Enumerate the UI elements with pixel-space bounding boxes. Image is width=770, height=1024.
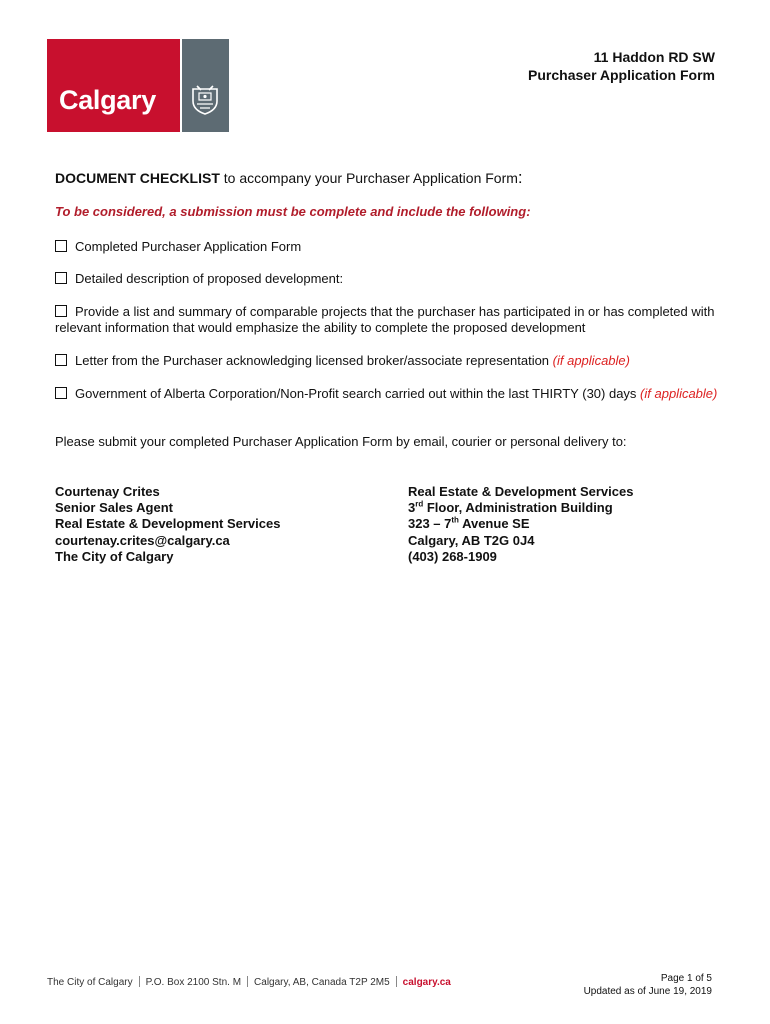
contact-email[interactable]: courtenay.crites@calgary.ca: [55, 532, 230, 548]
checklist-item-text: Provide a list and summary of comparable projects that the purchaser has participated in or has completed with relevant information that would emphasize the ability to complete the proposed development: [55, 304, 715, 335]
footer-website-link[interactable]: calgary.ca: [402, 977, 451, 988]
submission-warning: To be considered, a submission must be complete and include the following:: [55, 204, 531, 219]
property-address: 11 Haddon RD SW: [593, 49, 715, 65]
checkbox[interactable]: [55, 387, 67, 399]
checklist-title-rest: to accompany your Purchaser Application Form: [219, 170, 518, 186]
footer-page-info: [584, 972, 712, 998]
footer-po-box: P.O. Box 2100 Stn. M: [145, 977, 242, 988]
checklist-item-text: Government of Alberta Corporation/Non-Profit search carried out within the last THIRTY (30) days: [75, 386, 641, 401]
city-logo: [47, 39, 229, 132]
checklist-item: [55, 239, 725, 255]
footer-location: Calgary, AB, Canada T2P 2M5: [254, 977, 390, 988]
contact-role: Senior Sales Agent: [55, 500, 173, 516]
address-phone: (403) 268-1909: [408, 548, 497, 564]
document-header: [528, 48, 715, 84]
if-applicable-note: (if applicable): [552, 353, 630, 368]
submit-instruction: Please submit your completed Purchaser Application Form by email, courier or personal delivery to:: [55, 434, 627, 449]
checkbox[interactable]: [55, 354, 67, 366]
checklist-item: [55, 386, 725, 402]
updated-date: Updated as of June 19, 2019: [583, 986, 712, 997]
footer-divider: [247, 976, 248, 987]
footer-divider: [139, 976, 140, 987]
form-title: Purchaser Application Form: [528, 67, 715, 83]
checklist-item-text: Completed Purchaser Application Form: [75, 239, 302, 254]
footer-org: The City of Calgary: [47, 977, 133, 988]
logo-text: Calgary: [59, 85, 156, 115]
checklist-item: [55, 353, 725, 369]
checkbox[interactable]: [55, 272, 67, 284]
contact-organization: The City of Calgary: [55, 548, 174, 564]
checklist-item-text: Detailed description of proposed development:: [75, 271, 344, 286]
checklist-item-text: Letter from the Purchaser acknowledging licensed broker/associate representation: [75, 353, 553, 368]
checkbox[interactable]: [55, 305, 67, 317]
footer-divider: [396, 976, 397, 987]
city-crest-icon: [188, 83, 222, 115]
checklist-item: [55, 271, 725, 287]
page-number: Page 1 of 5: [660, 973, 712, 984]
address-street: 323 – 7th Avenue SE: [408, 516, 530, 532]
checklist-title-bold: DOCUMENT CHECKLIST: [55, 170, 220, 186]
checklist-title-colon: :: [517, 168, 523, 187]
if-applicable-note: (if applicable): [640, 386, 718, 401]
contact-department: Real Estate & Development Services: [55, 516, 281, 532]
address-floor: 3rd Floor, Administration Building: [408, 499, 613, 516]
contact-name: Courtenay Crites: [55, 484, 160, 499]
checklist-item: [55, 304, 725, 336]
contact-person-block: [55, 484, 280, 565]
logo-grey-block: [180, 39, 229, 132]
address-department: Real Estate & Development Services: [408, 484, 634, 499]
checklist-title: [55, 168, 523, 188]
address-city: Calgary, AB T2G 0J4: [408, 532, 535, 548]
footer-address: [47, 976, 451, 988]
mailing-address-block: [408, 484, 633, 565]
checkbox[interactable]: [55, 240, 67, 252]
logo-red-block: [47, 39, 180, 132]
